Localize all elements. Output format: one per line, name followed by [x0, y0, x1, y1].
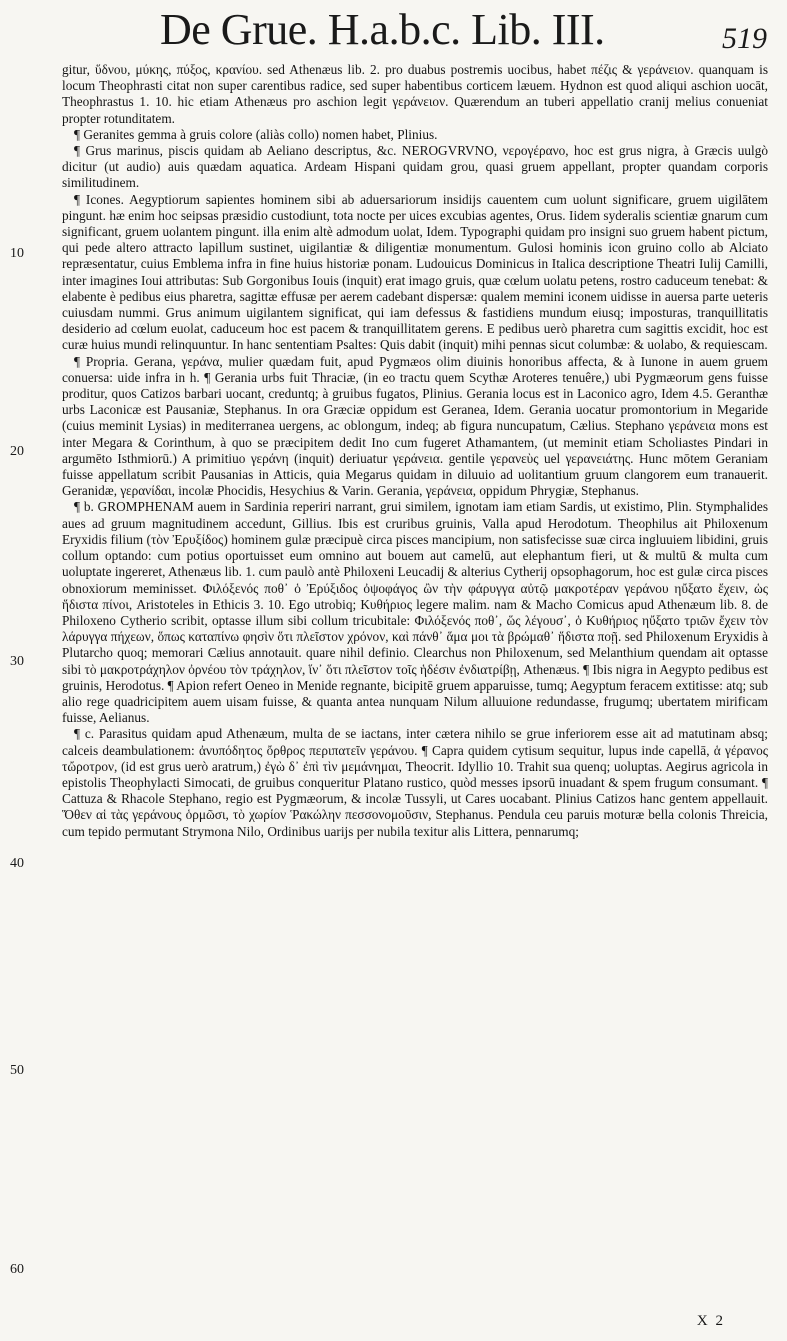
running-title: De Grue. H.a.b.c. Lib. III. [160, 5, 605, 54]
paragraph-c: ¶ c. Parasitus quidam apud Athenæum, multa de se iactans, inter cætera nihilo se grue inferiorem esse ait ad matutinam absq; calceis deambulationem: ἀνυπόδητος ὄρθρος περιπατεῖν γεράνου. ¶ Capra quidem cytisum sequitur, lupus inde capellā, ἁ γέρανος τὤροτρον, (id est grus uerò aratrum,) ἐγὼ δ᾽ ἐπὶ τὶν μεμάνημαι, Theocrit. Idyllio 10. Trahit sua quenq; uoluptas. Aegirus agricola in epistolis Theophylacti Simocati, de gruibus conqueritur Platano rustico, quòd messes ipsorū inuadant & spem frugum consumant. ¶ Cattuza & Rhacole Stephano, regio est Pygmæorum, & incolæ Tussyli, ut Cares uocabant. Plinius Catizos hanc gentem appellauit. Ὅθεν αἱ τὰς γεράνους ὁρμῶσι, τὸ χωρίον Ῥακώλην πεσσονομοῦσιν, Stephanus. Pendula ceu paruis moturæ bella colonis Threicia, cum tepido permutant Strymona Nilo, Ordinibus uarijs per nubila texitur alis Littera, pennarumq; [62, 726, 768, 839]
line-number: 60 [10, 1262, 24, 1277]
body-text [62, 62, 768, 840]
paragraph-propria: ¶ Propria. Gerana, γεράνα, mulier quædam fuit, apud Pygmæos olim diuinis honoribus affecta, & à Iunone in auem gruem conuersa: uide infra in h. ¶ Gerania urbs fuit Thraciæ, (in eo tractu quem Scythæ Aroteres tenuêre,) ubi Pygmæorum gens fuisse proditur, quos Catizos barbari uocant, creduntq; à gruibus fugatos, Plinius. Gerania locus est in Laconico agro, Idem 4.5. Geranthæ urbs Laconicæ est Pausaniæ, Stephanus. In ora Græciæ oppidum est Geranea, Idem. Gerania uocatur promontorium in Megaride (cuius meminit Lysias) in mediterranea uergens, ac oblongum, indeq; ab figura nuncupatum, Cælius. Stephano γεράνεια mons est inter Megara & Corinthum, à quo se præcipitem dedit Ino cum fugeret Athamantem, (ut meminit etiam Scholiastes Pindari in argumēto Isthmiorū.) A primitiuo γεράνη (inquit) deriuatur γεράνεια. gentile γερανεὺς uel γερανειάτης. Hunc mōtem Geraniam fuisse appellatum scribit Pausanias in Atticis, quia Megarus quidam in diluuio ad uolitantium gruum clangorem eum tranauerit. Geranidæ, γερανίδαι, incolæ Phocidis, Hesychius & Varin. Gerania, γεράνεια, oppidum Phrygiæ, Stephanus. [62, 353, 768, 499]
paragraph-geranites: ¶ Geranites gemma à gruis colore (aliàs collo) nomen habet, Plinius. [74, 126, 438, 142]
line-number: 30 [10, 654, 24, 669]
paragraph-grus-marinus: ¶ Grus marinus, piscis quidam ab Aeliano descriptus, &c. NEROGVRVNO, νερογέρανο, hoc est grus nigra, à Græcis uulgò dicitur (ut audio) auis quædam aquatica. Ardeam Hispani quidam grou, quasi gruem appellant, propter quandam corporis similitudinem. [62, 143, 768, 191]
line-number: 50 [10, 1063, 24, 1078]
signature-mark: X 2 [696, 1313, 725, 1329]
line-number: 10 [10, 246, 24, 261]
line-number: 40 [10, 856, 24, 871]
paragraph-b: ¶ b. GROMPHENAM auem in Sardinia reperiri narrant, grui similem, ignotam iam etiam Sardis, ut existimo, Plin. Stymphalides aues ad gruum magnitudinem accedunt, Gillius. Ibis est cruribus gruinis, Valla apud Herodotum. Theophilus ait Philoxenum Eryxidis filium (τὸν Ἐρυξίδος) hominem gulæ præcipuè circa pisces mancipium, non satisfecisse suæ circa ingluuiem libidini, gruis collum optando: cum potius oportuisset eum omnino aut bouem aut camelū, aut elephantum fieri, ut & multū & multa cum uoluptate ingereret, Athenæus lib. 1. cum paulò antè Philoxeni Leucadij & alterius Cytherij opsophagorum, hoc est gulæ circa pisces obnoxiorum meminisset. Φιλόξενός ποθ᾽ ὁ Ἐρύξιδος ὀψοφάγος ὢν τὴν φάρυγγα αὐτῷ μακροτέραν γεράνου ηὔξατο ἔχειν, ὡς ἥδιστα πίνοι, Aristoteles in Ethicis 3. 10. Ego utrobiq; Κυθήριος legere malim. nam & Macho Comicus apud Athenæum lib. 8. de Philoxeno Cytherio scribit, optasse illum sibi collum tricubitale: Φιλόξενός ποθ᾽, ὥς λέγουσ᾽, ὁ Κυθήριος ηὔξατο τριῶν ἔχειν τὸν λάρυγγα πήχεων, ὅπως καταπίνω φησὶν ὅτι πλεῖστον χρόνον, καὶ πάνθ᾽ ἅμα μοι τὰ βρώμαθ᾽ ἥδιστα ποῇ. sed Philoxenum Eryxidis à Plutarcho quoq; memorari Cælius annotauit. quare nihil definio. Clearchus non Philoxenum, sed Melanthium quendam ait optasse sibi τὸ μακροτράχηλον ὀρνέου τὸν τράχηλον, ἵν᾽ ὅτι πλεῖστον τοῖς ἡδέσιν ἐνδιατρίβῃ, Athenæus. ¶ Ibis nigra in Aegypto pedibus est gruinis, Herodotus. ¶ Apion refert Oeneo in Menide regnante, bicipitē gruem apparuisse, tumq; Aegyptum feracem extitisse: atq; sub alio rege quadricipitem auem uisam fuisse, & quanta antea nunquam Nilum alluuione redundasse, frugumq; ubertatem mirificam fuisse, Aelianus. [62, 499, 768, 726]
line-number: 20 [10, 444, 24, 459]
page-number: 519 [722, 22, 767, 55]
paragraph-icones: ¶ Icones. Aegyptiorum sapientes hominem sibi ab aduersariorum insidijs cauentem cum uolunt significare, gruem uigilātem pingunt. hæ enim hoc seipsas præsidio custodiunt, tota nocte per uices excubias agentes, Orus. Iidem syderalis scientiæ gnarum cum significant, gruem uolantem pingunt. illa enim altè admodum uolat, Idem. Typographi quidam pro insigni suo gruem habent pictum, qui pede altero attracto lapillum sustinet, uigilantiæ & diligentiæ monumentum. Gulosi hominis icon gruino collo ab Alciato repræsentatur, cuius Emblema infra in fine huius historiæ ponam. Ludouicus Dominicus in Italica descriptione Theatri Iulij Camilli, inter imagines Ioui attributas: Sub Gorgonibus Iouis (inquit) erat imago gruis, quæ cœlum uolatu petens, rostro caduceum tenebat: & elabente è pedibus eius pharetra, sagittæ effusæ per aerem cadebant dispersæ: qualem memini iconem uidisse in auersa parte ueteris cuiusdam nummi. Grus animum uigilantem significat, qui iam defessus & fastidiens mundum eiusq; imposturas, tranquillitatis desiderio ad cœlum euolat, caduceum hoc est pacem & tranquillitatem gerens. E pedibus uerò pharetra cum sagittis excidit, hoc est curæ huius mundi relinquuntur. In hanc sententiam Psaltes: Quis dabit (inquit) mihi pennas sicut columbæ: & uolabo, & requiescam. [62, 191, 768, 353]
paragraph-hydnon: gitur, ὕδνου, μύκης, πύξος, κρανίου. sed Athenæus lib. 2. pro duabus postremis uocibus, habet πέζις & γεράνειον. quanquam is locum Theophrasti citat non super carentibus radice, sed super habentibus corticem læuem. Hydnon est quod aliqui aschion uocāt, Theophrastus 1. 10. hic etiam Athenæus pro aschion legit γεράνειον. Quærendum an tuberi appellatio cranij melius conueniat propter rotunditatem. [62, 62, 768, 126]
